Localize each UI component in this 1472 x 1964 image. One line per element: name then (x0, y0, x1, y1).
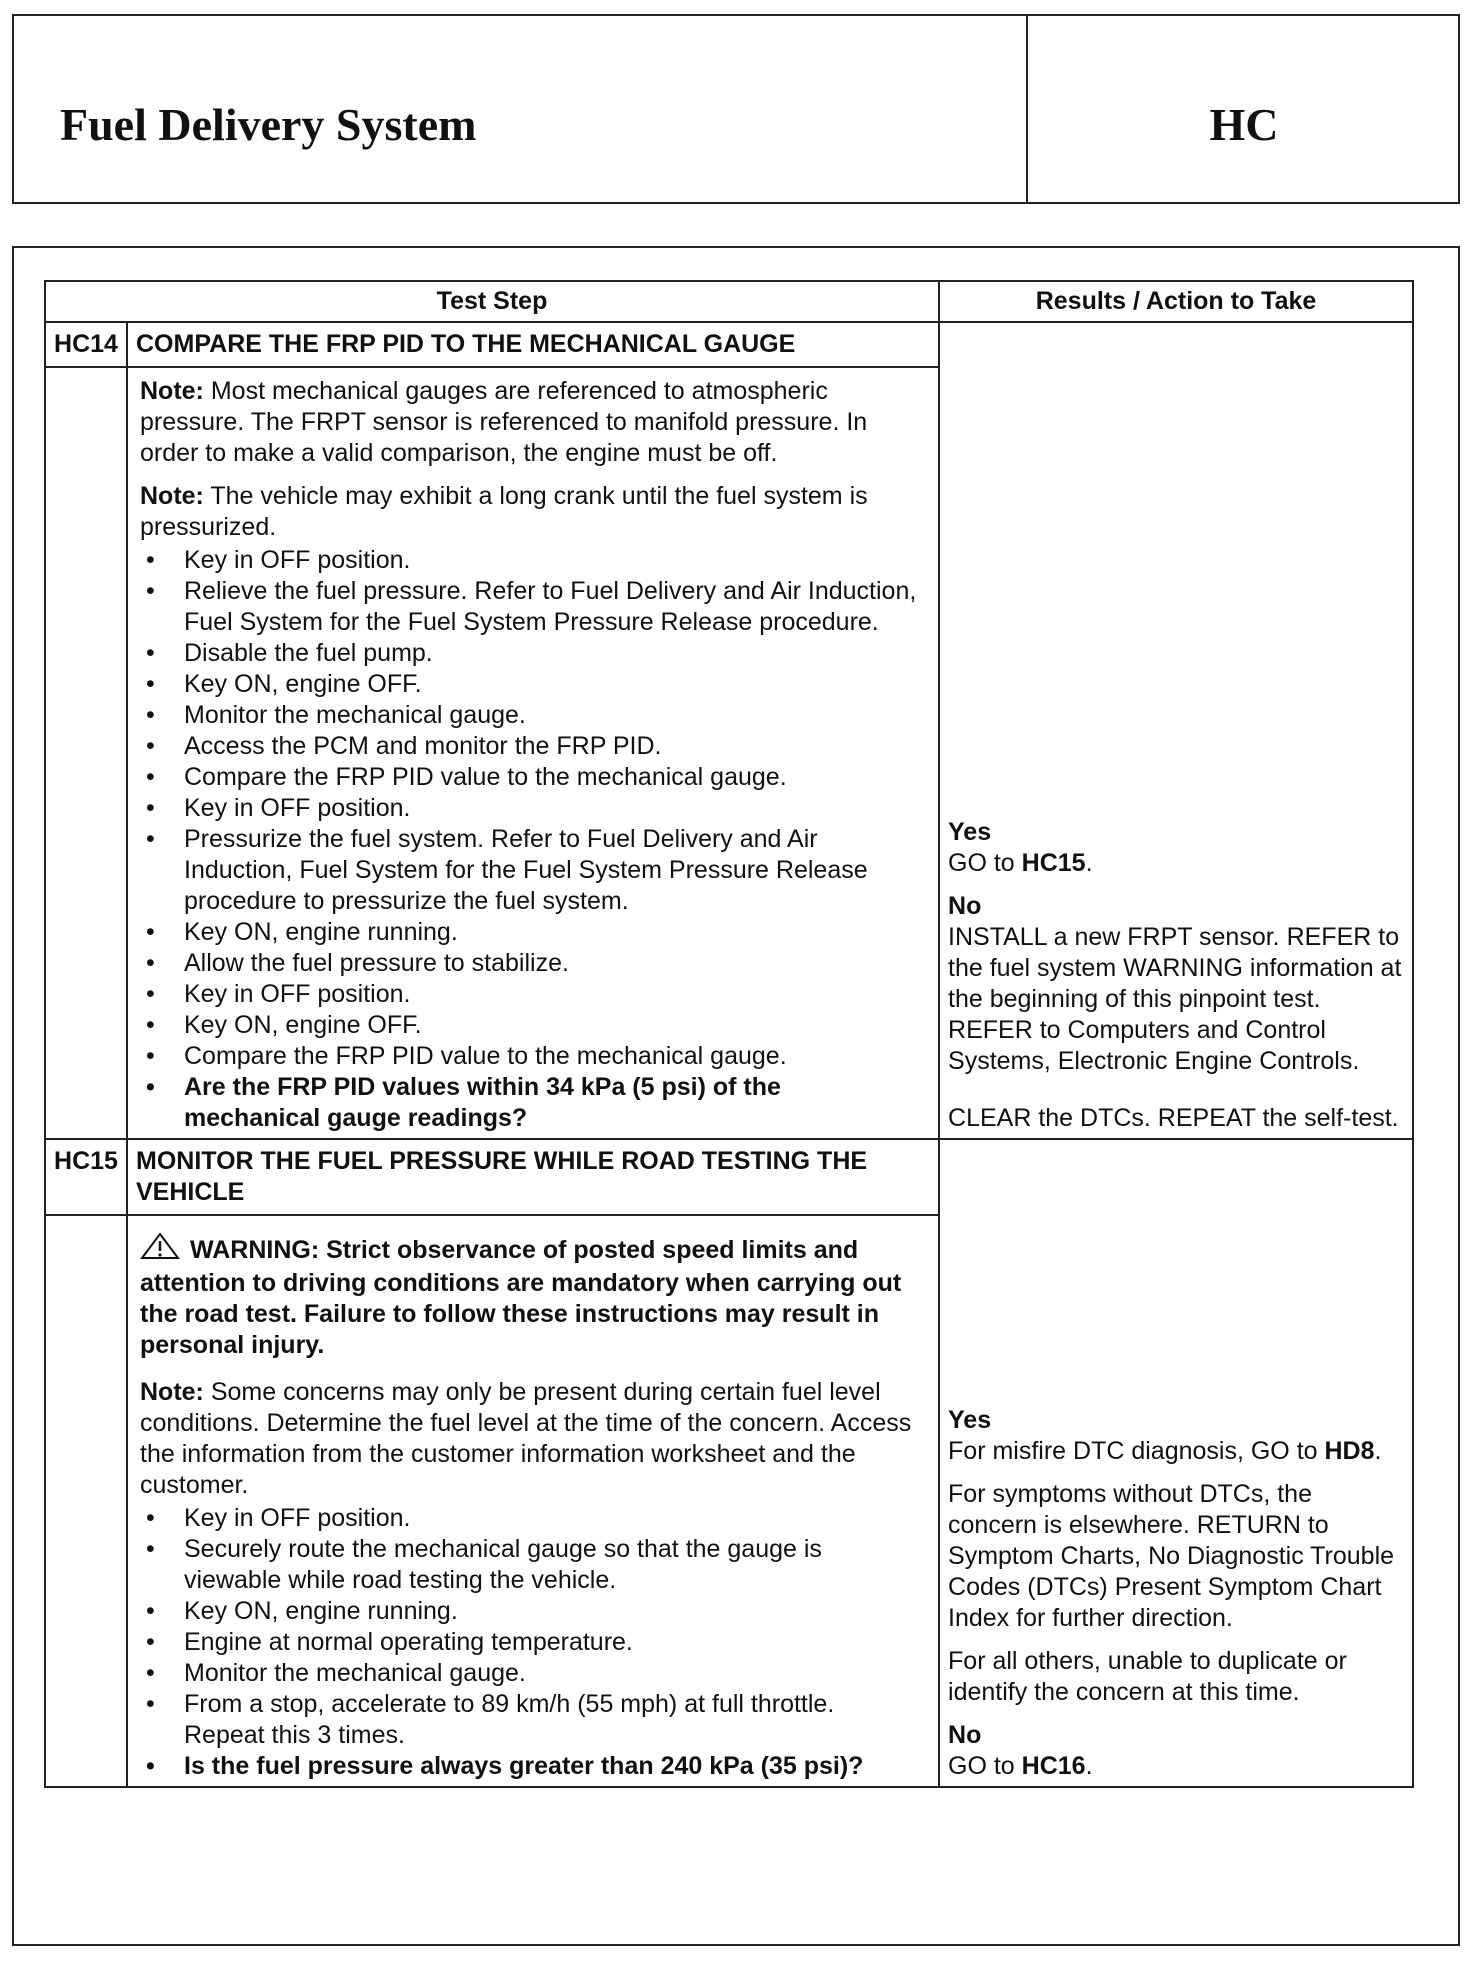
pinpoint-test-table (44, 280, 1414, 1788)
goto-hc16-link[interactable]: HC16 (1021, 1752, 1086, 1780)
list-item: • Relieve the fuel pressure. Refer to Fuel Delivery and Air Induction, Fuel System for the Fuel System Pressure Release procedure. (184, 576, 920, 638)
symptoms-text: For symptoms without DTCs, the concern is elsewhere. RETURN to Symptom Charts, No Diagnostic Trouble Codes (DTCs) Present Symptom Chart Index for further direction. (948, 1480, 1395, 1632)
section-code: HC (1209, 99, 1279, 150)
page-header (12, 14, 1460, 204)
note-label: Note: (140, 377, 204, 405)
no-text: GO to (948, 1752, 1022, 1780)
list-item: • Key in OFF position. (184, 545, 920, 576)
no-text: INSTALL a new FRPT sensor. REFER to the fuel system WARNING information at the beginning of this pinpoint test. REFER to Computers and Control Systems, Electronic Engine Controls. (948, 923, 1402, 1075)
yes-end: . (1374, 1437, 1382, 1465)
table-header-row (45, 281, 1413, 322)
list-item: • Key ON, engine running. (184, 917, 920, 948)
note-1 (140, 376, 920, 469)
list-item: • Engine at normal operating temperature. (184, 1627, 920, 1658)
list-item: • Monitor the mechanical gauge. (184, 1658, 920, 1689)
warning-triangle-icon (140, 1232, 180, 1268)
step-title-hc14: COMPARE THE FRP PID TO THE MECHANICAL GAUGE (127, 322, 939, 367)
step-body-hc15 (127, 1215, 939, 1787)
step-id-hc15: HC15 (45, 1139, 127, 1215)
note-label: Note: (140, 1378, 204, 1406)
goto-hc15-link[interactable]: HC15 (1021, 849, 1086, 877)
step-body-hc14 (127, 367, 939, 1139)
list-item: • From a stop, accelerate to 89 km/h (55 mph) at full throttle. Repeat this 3 times. (184, 1689, 920, 1751)
goto-hd8-link[interactable]: HD8 (1324, 1437, 1375, 1465)
step-hc15-title-row (45, 1139, 1413, 1215)
no-label: No (948, 892, 982, 920)
result-yes-hc14 (948, 817, 1404, 879)
others-text: For all others, unable to duplicate or identify the concern at this time. (948, 1647, 1347, 1706)
note-2 (140, 481, 920, 543)
no-label: No (948, 1721, 982, 1749)
step-id-hc14: HC14 (45, 322, 127, 367)
results-hc14 (939, 322, 1413, 1139)
yes-text: GO to (948, 849, 1022, 877)
results-header: Results / Action to Take (939, 281, 1413, 322)
list-item: • Access the PCM and monitor the FRP PID. (184, 731, 920, 762)
result-no-hc15 (948, 1720, 1404, 1782)
section-title: Fuel Delivery System (60, 99, 477, 150)
result-no-hc14 (948, 891, 1404, 1077)
yes-end: . (1085, 849, 1093, 877)
spacer-cell (45, 367, 127, 1139)
yes-label: Yes (948, 1406, 992, 1434)
note-text: Some concerns may only be present during certain fuel level conditions. Determine the fuel level at the time of the concern. Access the information from the customer information worksheet and the customer. (140, 1378, 912, 1499)
list-item: • Monitor the mechanical gauge. (184, 700, 920, 731)
list-item: • Key ON, engine OFF. (184, 1010, 920, 1041)
note-1 (140, 1377, 920, 1501)
list-item: • Key ON, engine OFF. (184, 669, 920, 700)
list-item: • Key in OFF position. (184, 793, 920, 824)
list-item: • Compare the FRP PID value to the mechanical gauge. (184, 1041, 920, 1072)
test-step-header: Test Step (45, 281, 939, 322)
note-text: The vehicle may exhibit a long crank until the fuel system is pressurized. (140, 482, 868, 541)
list-item: • Pressurize the fuel system. Refer to Fuel Delivery and Air Induction, Fuel System for the Fuel System Pressure Release procedure to pressurize the fuel system. (184, 824, 920, 917)
results-hc15 (939, 1139, 1413, 1787)
note-text: Most mechanical gauges are referenced to atmospheric pressure. The FRPT sensor is referenced to manifold pressure. In order to make a valid comparison, the engine must be off. (140, 377, 868, 467)
procedure-list-hc15 (140, 1503, 920, 1782)
test-question-hc14: • Are the FRP PID values within 34 kPa (5 psi) of the mechanical gauge readings? (184, 1072, 920, 1134)
list-item: • Compare the FRP PID value to the mechanical gauge. (184, 762, 920, 793)
note-label: Note: (140, 482, 204, 510)
warning-text: WARNING: Strict observance of posted speed limits and attention to driving conditions are mandatory when carrying out the road test. Failure to follow these instructions may result in personal injury. (140, 1236, 902, 1359)
yes-text: For misfire DTC diagnosis, GO to (948, 1437, 1325, 1465)
spacer-cell (45, 1215, 127, 1787)
result-yes-hc15 (948, 1405, 1404, 1467)
road-test-warning (140, 1232, 920, 1361)
step-title-hc15: MONITOR THE FUEL PRESSURE WHILE ROAD TESTING THE VEHICLE (127, 1139, 939, 1215)
step-hc14-title-row (45, 322, 1413, 367)
list-item: • Key in OFF position. (184, 979, 920, 1010)
list-item: • Key ON, engine running. (184, 1596, 920, 1627)
yes-label: Yes (948, 818, 992, 846)
list-item: • Key in OFF position. (184, 1503, 920, 1534)
list-item: • Allow the fuel pressure to stabilize. (184, 948, 920, 979)
list-item: • Securely route the mechanical gauge so that the gauge is viewable while road testing the vehicle. (184, 1534, 920, 1596)
procedure-list-hc14 (140, 545, 920, 1134)
no-end: . (1085, 1752, 1093, 1780)
test-question-hc15: • Is the fuel pressure always greater than 240 kPa (35 psi)? (184, 1751, 920, 1782)
clear-dtcs-text: CLEAR the DTCs. REPEAT the self-test. (948, 1104, 1399, 1132)
list-item: • Disable the fuel pump. (184, 638, 920, 669)
